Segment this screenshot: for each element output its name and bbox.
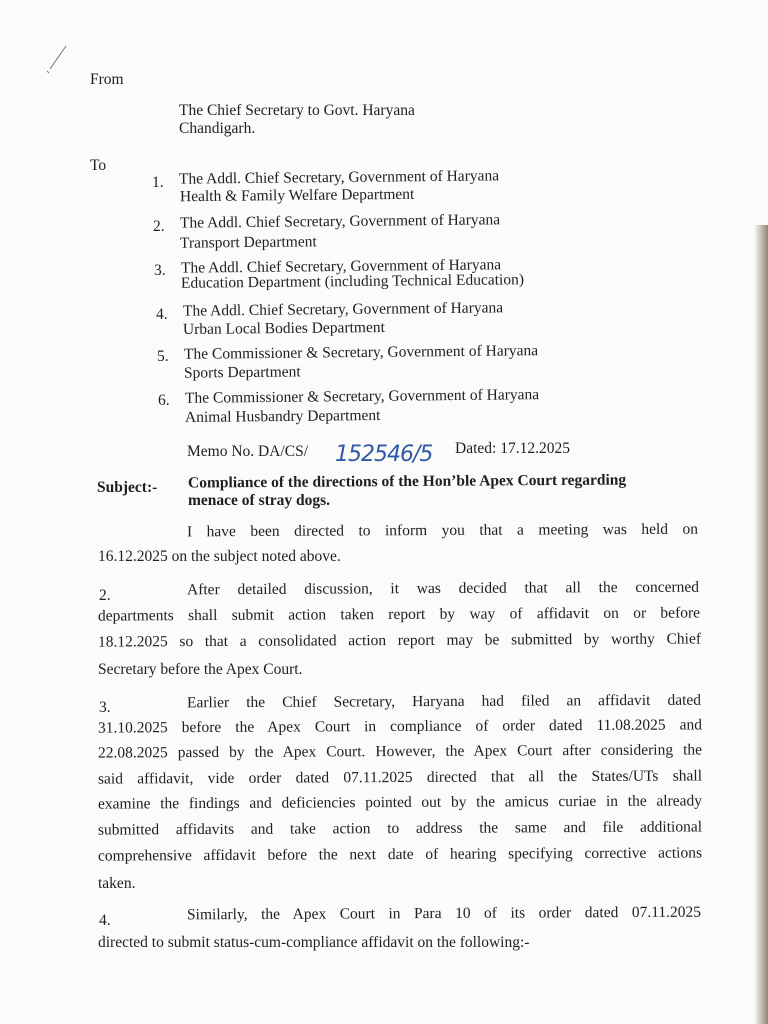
paragraph-line: 18.12.2025 so that a consolidated action report may be submitted by worthy Chief: [97, 630, 702, 651]
paragraph-line: After detailed discussion, it was decided that all the concerned: [186, 578, 700, 599]
recipient-department: Urban Local Bodies Department: [182, 318, 385, 339]
recipient-number: 5.: [157, 348, 169, 365]
recipient-title: The Addl. Chief Secretary, Government of Haryana: [178, 167, 500, 188]
to-label: To: [90, 157, 107, 174]
paragraph-number: 4.: [99, 912, 111, 929]
paragraph-line: 22.08.2025 passed by the Apex Court. However, the Apex Court after considering the: [97, 741, 703, 762]
recipient-title: The Addl. Chief Secretary, Government of Haryana: [182, 299, 504, 320]
subject-line: Compliance of the directions of the Hon’ble Apex Court regarding: [187, 471, 627, 492]
paragraph-number: 3.: [99, 699, 111, 716]
recipient-title: The Commissioner & Secretary, Government of Haryana: [183, 342, 539, 363]
recipient-department: Animal Husbandry Department: [184, 406, 381, 427]
recipient-department: Education Department (including Technical Education): [180, 271, 525, 292]
memo-number-prefix: Memo No. DA/CS/: [187, 443, 308, 460]
recipient-number: 4.: [156, 306, 168, 323]
paragraph-number: 2.: [99, 587, 111, 604]
paragraph-line: submitted affidavits and take action to address the same and file additional: [97, 818, 703, 839]
paragraph-line: Secretary before the Apex Court.: [98, 661, 303, 678]
recipient-department: Sports Department: [183, 363, 301, 382]
recipient-title: The Addl. Chief Secretary, Government of Haryana: [180, 256, 502, 277]
svg-text:152546/5: 152546/5: [335, 442, 433, 467]
page-edge-shadow: [754, 225, 768, 1024]
paragraph-line: 31.10.2025 before the Apex Court in compliance of order dated 11.08.2025 and: [97, 716, 703, 737]
paragraph-line: comprehensive affidavit before the next date of hearing specifying corrective actions: [97, 844, 703, 865]
paragraph-line: said affidavit, vide order dated 07.11.2025 directed that all the States/UTs shall: [97, 767, 703, 788]
recipient-number: 3.: [154, 262, 166, 279]
recipient-title: The Commissioner & Secretary, Government of Haryana: [184, 386, 540, 407]
recipient-title: The Addl. Chief Secretary, Government of Haryana: [179, 211, 501, 232]
paragraph-line: Similarly, the Apex Court in Para 10 of its order dated 07.11.2025: [186, 903, 702, 924]
recipient-number: 2.: [153, 218, 165, 235]
recipient-department: Health & Family Welfare Department: [179, 185, 415, 206]
recipient-department: Transport Department: [179, 233, 317, 252]
from-label: From: [90, 71, 124, 88]
sender-title: The Chief Secretary to Govt. Haryana: [179, 102, 415, 119]
subject-line: menace of stray dogs.: [188, 492, 331, 509]
recipient-number: 6.: [158, 392, 170, 409]
pen-tick-mark: [44, 44, 68, 74]
paragraph-line: departments shall submit action taken report by way of affidavit on or before: [97, 604, 701, 625]
handwritten-memo-number: [333, 434, 445, 470]
paragraph-line: directed to submit status-cum-compliance affidavit on the following:-: [98, 934, 530, 951]
paragraph-line: taken.: [98, 875, 136, 892]
paragraph-line: 16.12.2025 on the subject noted above.: [98, 548, 341, 565]
subject-label: Subject:-: [97, 479, 158, 496]
paragraph-line: I have been directed to inform you that a meeting was held on: [186, 520, 699, 541]
paragraph-line: examine the findings and deficiencies pointed out by the amicus curiae in the already: [97, 792, 703, 813]
recipient-number: 1.: [152, 174, 164, 191]
memo-date: Dated: 17.12.2025: [455, 440, 570, 457]
sender-city: Chandigarh.: [179, 120, 256, 137]
paragraph-line: Earlier the Chief Secretary, Haryana had filed an affidavit dated: [186, 691, 702, 712]
